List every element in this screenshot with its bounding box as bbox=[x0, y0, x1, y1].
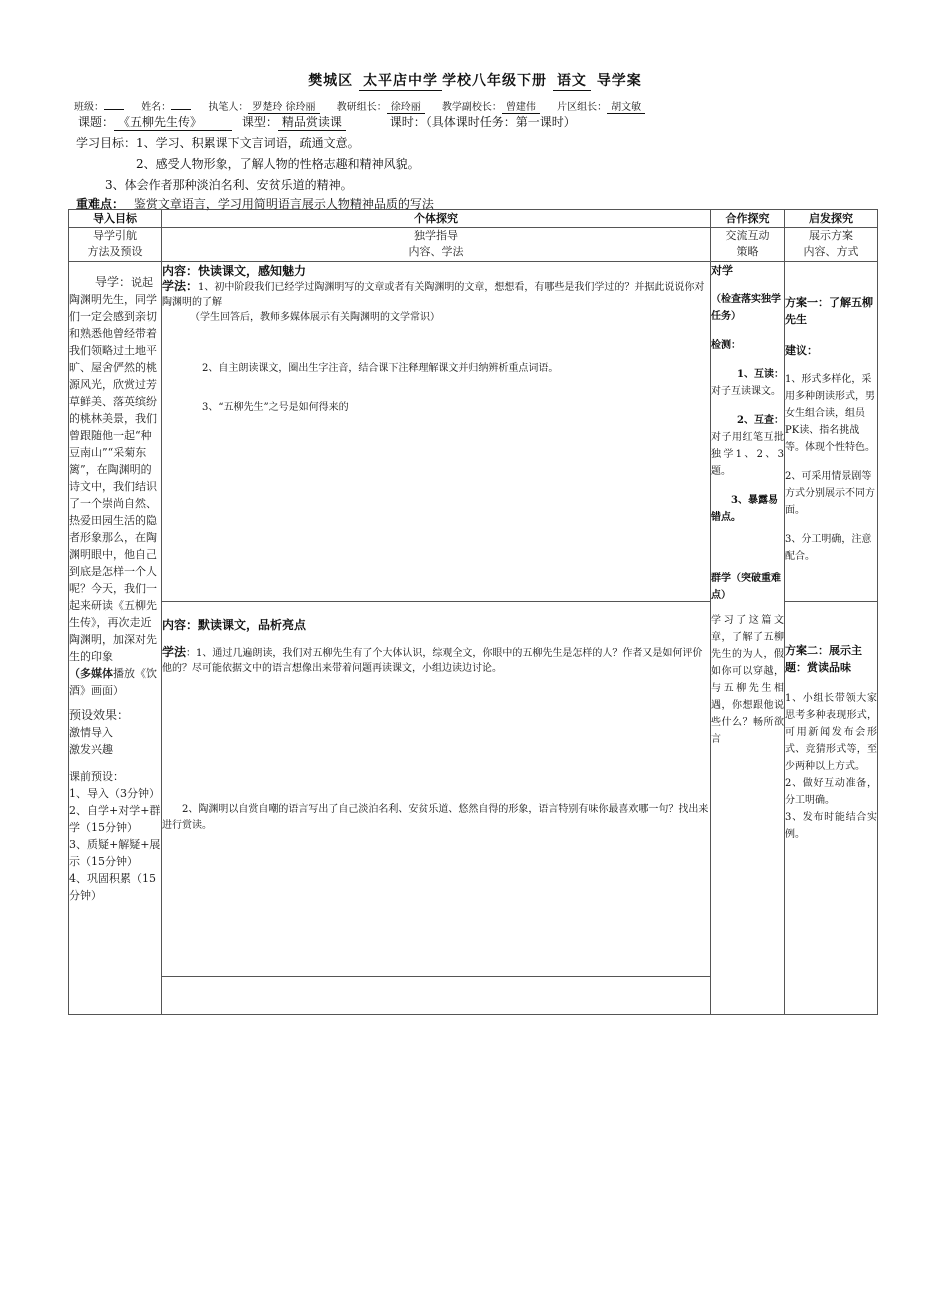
page-title bbox=[0, 70, 950, 91]
section-1-title: 内容：快读课文，感知魅力 bbox=[162, 264, 307, 278]
goal-1: 学习目标：1、学习、积累课下文言词语，疏通文意。 bbox=[76, 136, 360, 150]
lead-paragraph bbox=[69, 274, 161, 665]
vp-value: 曾建伟 bbox=[502, 98, 540, 114]
advice-1: 1、形式多样化，采用多种朗读形式，男女生组合读，组员PK读、指名挑战等。体现个性特色。 bbox=[785, 374, 875, 453]
pre-item: 4、巩固积累（15分钟） bbox=[69, 872, 156, 902]
section-2-title: 内容：默读课文，品析亮点 bbox=[162, 618, 307, 632]
subheader-4: 展示方案 内容、方式 bbox=[785, 228, 878, 262]
type-label: 课型： bbox=[241, 115, 278, 129]
section-1-q2: 2、自主朗读课文，圈出生字注音，结合课下注释理解课文并归纳辨析重点词语。 bbox=[202, 363, 559, 374]
lead-label: 导学： bbox=[95, 275, 132, 289]
header-cooperative: 合作探究 bbox=[711, 210, 785, 228]
title-doc-type: 导学案 bbox=[596, 73, 642, 89]
detect-label: 检测： bbox=[711, 340, 741, 351]
key-points-text: 鉴赏文章语言，学习用简明语言展示人物精神品质的写法 bbox=[133, 197, 434, 211]
goal-2: 2、感受人物形象，了解人物的性格志趣和精神风貌。 bbox=[136, 157, 420, 171]
plan-2-title: 方案二：展示主题：赏读品味 bbox=[785, 644, 862, 674]
hours-text: 课时：（具体课时任务：第一课时） bbox=[389, 115, 576, 129]
group-text: 学习了这篇文章，了解了五柳先生的为人，假如你可以穿越，与五柳先生相遇，你想跟他说些什么？畅所欲言 bbox=[711, 615, 784, 745]
title-school: 太平店中学 bbox=[359, 70, 442, 91]
title-subject: 语文 bbox=[553, 70, 591, 91]
pre-label: 课前预设： bbox=[69, 770, 124, 783]
name-blank bbox=[171, 109, 191, 110]
detect-2-title: 2、互查： bbox=[737, 415, 784, 426]
media-note-bold: （多媒体 bbox=[69, 667, 113, 680]
research-label: 教研组长： bbox=[336, 102, 387, 113]
plan-1-title: 方案一：了解五柳先生 bbox=[785, 296, 873, 326]
title-grade: 学校八年级下册 bbox=[442, 73, 548, 89]
advice-3: 3、分工明确，注意配合。 bbox=[785, 534, 872, 562]
inspire-cell-2 bbox=[785, 602, 878, 1015]
pair-note: （检查落实独学任务） bbox=[711, 294, 781, 322]
detect-3-title: 3、暴露易错点。 bbox=[711, 495, 778, 523]
subheader-1: 导学引航 方法及预设 bbox=[69, 228, 162, 262]
effect-label: 预设效果： bbox=[69, 708, 130, 722]
author-value: 罗楚玲 徐玲丽 bbox=[248, 98, 319, 114]
plan-2-item-3: 3、发布时能结合实例。 bbox=[785, 812, 877, 840]
cooperative-cell bbox=[711, 262, 785, 1015]
individual-cell-2 bbox=[162, 602, 711, 977]
district-value: 胡文敏 bbox=[607, 98, 645, 114]
plan-2-item-1: 1、小组长带领大家思考多种表现形式，可用新闻发布会形式、竞猜形式等，至少两种以上方式。 bbox=[785, 693, 877, 772]
pre-item: 2、自学+对学+群学（15分钟） bbox=[69, 804, 161, 834]
plan-2-item-2: 2、做好互动准备，分工明确。 bbox=[785, 778, 877, 806]
pre-item: 3、质疑+解疑+展示（15分钟） bbox=[69, 838, 161, 868]
body-row-1 bbox=[69, 262, 878, 602]
pair-title: 对学 bbox=[711, 264, 733, 277]
name-label: 姓名： bbox=[141, 102, 172, 113]
header-inspire: 启发探究 bbox=[785, 210, 878, 228]
effect-1: 激情导入 bbox=[69, 726, 113, 739]
topic-label: 课题： bbox=[78, 115, 115, 129]
advice-2: 2、可采用情景剧等方式分别展示不同方面。 bbox=[785, 471, 875, 516]
section-1-q1-note: （学生回答后，教师多媒体展示有关陶渊明的文学常识） bbox=[190, 312, 440, 323]
lesson-line bbox=[78, 113, 576, 131]
detect-2-text: 对子用红笔互批独学1、2、3题。 bbox=[711, 432, 784, 477]
goal-3: 3、体会作者那种淡泊名利、安贫乐道的精神。 bbox=[105, 178, 353, 192]
lead-text: 说起陶渊明先生，同学们一定会感到亲切和熟悉他曾经带着我们领略过土地平旷、屋舍俨然的桃源风光，欣赏过芳草鲜美、落英缤纷的桃林美景，我们曾跟随他一起“种豆南山”“采菊东篱”，在陶渊明的诗文中，我们结识了一个崇尚自然、热爱田园生活的隐者形象那么，在陶渊明眼中，他自己到底是怎样一个人呢？今天，我们一起来研读《五柳先生传》，再次走近陶渊明，加深对先生的印象 bbox=[69, 276, 157, 663]
author-label: 执笔人： bbox=[208, 102, 249, 113]
advice-label: 建议： bbox=[785, 344, 818, 357]
section-1-q1: 学法：1、初中阶段我们已经学过陶渊明写的文章或者有关陶渊明的文章，想想看，有哪些是我们学过的？并据此说说你对陶渊明的了解 bbox=[162, 279, 705, 308]
media-note bbox=[69, 665, 161, 699]
vp-label: 教学副校长： bbox=[441, 102, 502, 113]
class-blank bbox=[104, 109, 124, 110]
section-2-q1: 学法：1、通过几遍朗读，我们对五柳先生有了个大体认识，综观全文，你眼中的五柳先生是怎样的人？作者又是如何评价他的？尽可能依据文中的语言想像出来带着问题再读课文，小组边读边讨论。 bbox=[162, 645, 703, 674]
group-title: 群学（突破重难点） bbox=[711, 573, 781, 601]
section-1-q3: 3、“五柳先生”之号是如何得来的 bbox=[202, 402, 349, 413]
detect-1-title: 1、互读： bbox=[737, 369, 784, 380]
section-2-q2: 2、陶渊明以自赏自嘲的语言写出了自己淡泊名利、安贫乐道、悠然自得的形象，语言特别有味你最喜欢哪一句？找出来进行赏读。 bbox=[162, 804, 709, 831]
individual-cell-3 bbox=[162, 977, 711, 1015]
subheader-2: 独学指导 内容、学法 bbox=[162, 228, 711, 262]
individual-cell-1 bbox=[162, 262, 711, 602]
subheader-3: 交流互动 策略 bbox=[711, 228, 785, 262]
topic-value: 《五柳先生传》 bbox=[114, 113, 232, 131]
class-label: 班级： bbox=[74, 102, 104, 113]
effect-2: 激发兴趣 bbox=[69, 743, 113, 756]
intro-cell bbox=[69, 262, 162, 1015]
subheader-row bbox=[69, 228, 878, 262]
meta-line bbox=[74, 98, 645, 114]
pre-item: 1、导入（3分钟） bbox=[69, 787, 160, 800]
type-value: 精品赏读课 bbox=[278, 113, 346, 131]
study-plan-table bbox=[68, 209, 878, 1015]
header-row bbox=[69, 210, 878, 228]
inspire-cell-1 bbox=[785, 262, 878, 602]
media-note-rest: 播放《饮酒》画面） bbox=[69, 667, 157, 697]
district-label: 片区组长： bbox=[557, 102, 608, 113]
detect-1-text: 对子互读课文。 bbox=[711, 386, 781, 397]
header-intro: 导入目标 bbox=[69, 210, 162, 228]
key-points-label: 重难点： bbox=[76, 197, 125, 211]
header-individual: 个体探究 bbox=[162, 210, 711, 228]
research-value: 徐玲丽 bbox=[387, 98, 425, 114]
title-district: 樊城区 bbox=[308, 73, 354, 89]
